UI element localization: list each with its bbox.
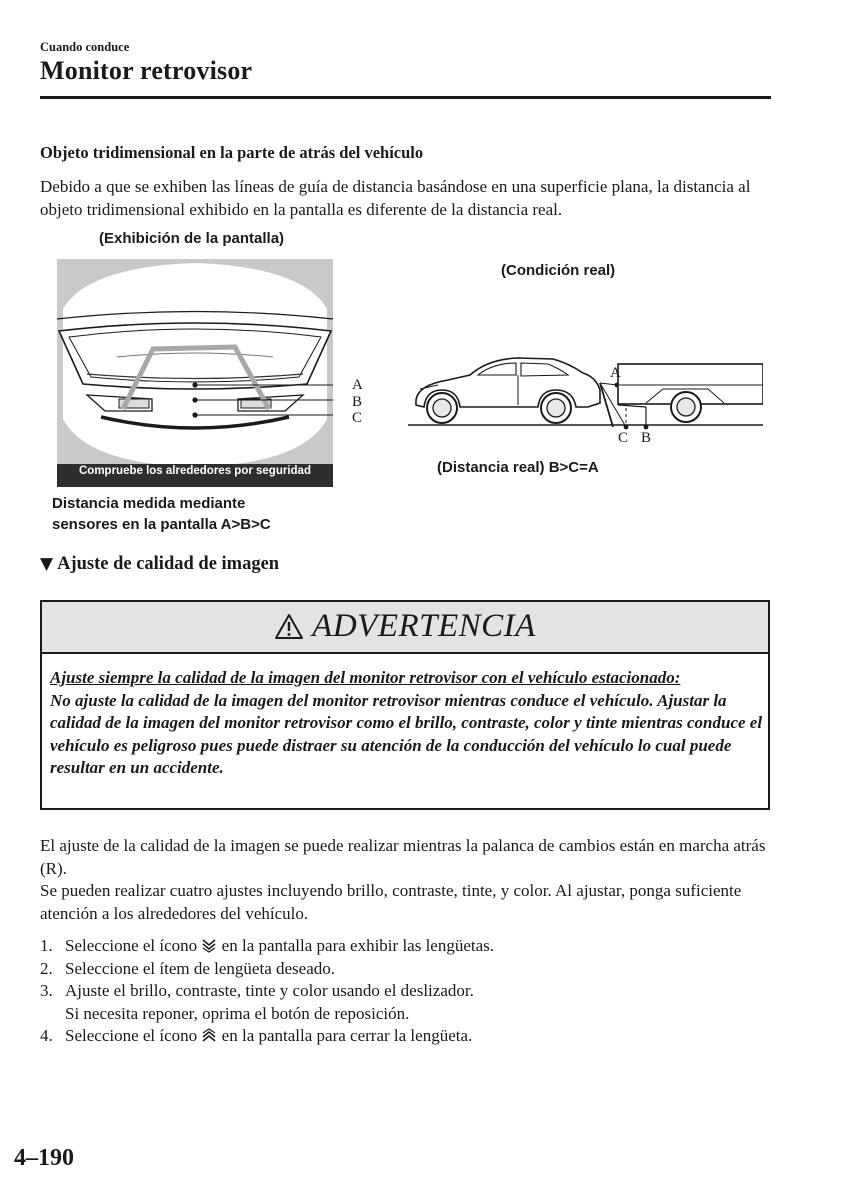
page-title: Monitor retrovisor <box>40 56 253 85</box>
page-number: 4–190 <box>14 1145 74 1171</box>
screen-point-a: A <box>352 377 363 393</box>
step-text <box>65 1025 472 1048</box>
measured-caption-line-2: sensores en la pantalla A>B>C <box>52 516 271 533</box>
triangle-down-icon: ▼ <box>40 554 54 574</box>
step-text-after: en la pantalla para exhibir las lengüetas. <box>221 936 495 955</box>
screen-caption: (Exhibición de la pantalla) <box>99 230 285 247</box>
step-text-after: en la pantalla para cerrar la lengüeta. <box>221 1026 473 1045</box>
list-item <box>40 980 775 1003</box>
warning-underlined: Ajuste siempre la calidad de la imagen del monitor retrovisor con el vehículo estacionado: <box>50 668 681 687</box>
warning-text: No ajuste la calidad de la imagen del monitor retrovisor mientras conduce el vehículo. Ajustar la calidad de la imagen del monitor retrovisor como el brillo, contraste, color y tinte mientras conduce el vehículo es peligroso pues puede distraer su atención de la conducción del vehículo lo cual puede resultar en un accidente. <box>50 690 763 777</box>
warning-box <box>40 600 770 810</box>
step-text-before: Seleccione el ícono <box>65 1026 198 1045</box>
step-number: 4. <box>40 1026 53 1045</box>
screen-banner: Compruebe los alrededores por seguridad <box>79 465 311 477</box>
adjust-heading-label: Ajuste de calidad de imagen <box>57 554 280 574</box>
warning-title: ADVERTENCIA <box>312 608 536 644</box>
list-item <box>40 1025 775 1048</box>
real-point-a: A <box>610 365 621 381</box>
subsection-paragraph: Debido a que se exhiben las líneas de guía de distancia basándose en una superficie plana, la distancia al objeto tridimensional exhibido en la pantalla es diferente de la distancia real. <box>40 177 751 219</box>
rear-camera-screen-svg <box>57 259 333 487</box>
adjust-paragraphs <box>40 835 775 925</box>
real-condition-caption: (Condición real) <box>501 262 616 279</box>
real-distance-caption: (Distancia real) B>C=A <box>437 459 599 476</box>
step-number: 2. <box>40 958 53 978</box>
rear-camera-screen-illustration <box>57 259 333 487</box>
step-text: Ajuste el brillo, contraste, tinte y color usando el deslizador. <box>65 981 474 1000</box>
step-number: 1. <box>40 936 53 955</box>
list-item <box>40 935 775 958</box>
real-point-b: B <box>641 430 652 446</box>
step-text-before: Seleccione el ícono <box>65 936 198 955</box>
measured-caption-line-1: Distancia medida mediante <box>52 495 246 512</box>
step-text <box>65 935 494 958</box>
title-rule <box>40 96 771 99</box>
screen-point-c: C <box>352 410 363 426</box>
warning-body <box>50 667 765 780</box>
real-condition-illustration <box>408 345 763 450</box>
list-item <box>40 958 775 981</box>
step-continuation: Si necesita reponer, oprima el botón de reposición. <box>65 1003 410 1023</box>
chevron-double-down-icon <box>201 938 217 953</box>
section-label: Cuando conduce <box>40 40 130 54</box>
screen-point-b: B <box>352 394 363 410</box>
steps-list <box>40 935 775 1048</box>
step-text: Seleccione el ítem de lengüeta deseado. <box>65 958 335 978</box>
warning-header <box>42 602 768 654</box>
car-and-trailer-svg <box>408 345 763 450</box>
subsection-heading: Objeto tridimensional en la parte de atrás del vehículo <box>40 143 424 162</box>
step-number: 3. <box>40 981 53 1000</box>
chevron-double-up-icon <box>201 1028 217 1043</box>
adjust-heading <box>40 554 279 575</box>
measured-caption <box>52 493 271 535</box>
warning-triangle-icon <box>274 613 304 640</box>
adjust-paragraph-1: El ajuste de la calidad de la imagen se puede realizar mientras la palanca de cambios están en marcha atrás (R). <box>40 836 766 878</box>
adjust-paragraph-2: Se pueden realizar cuatro ajustes incluyendo brillo, contraste, tinte, y color. Al ajustar, ponga suficiente atención a los alrededores del vehículo. <box>40 881 742 923</box>
real-point-c: C <box>618 430 629 446</box>
